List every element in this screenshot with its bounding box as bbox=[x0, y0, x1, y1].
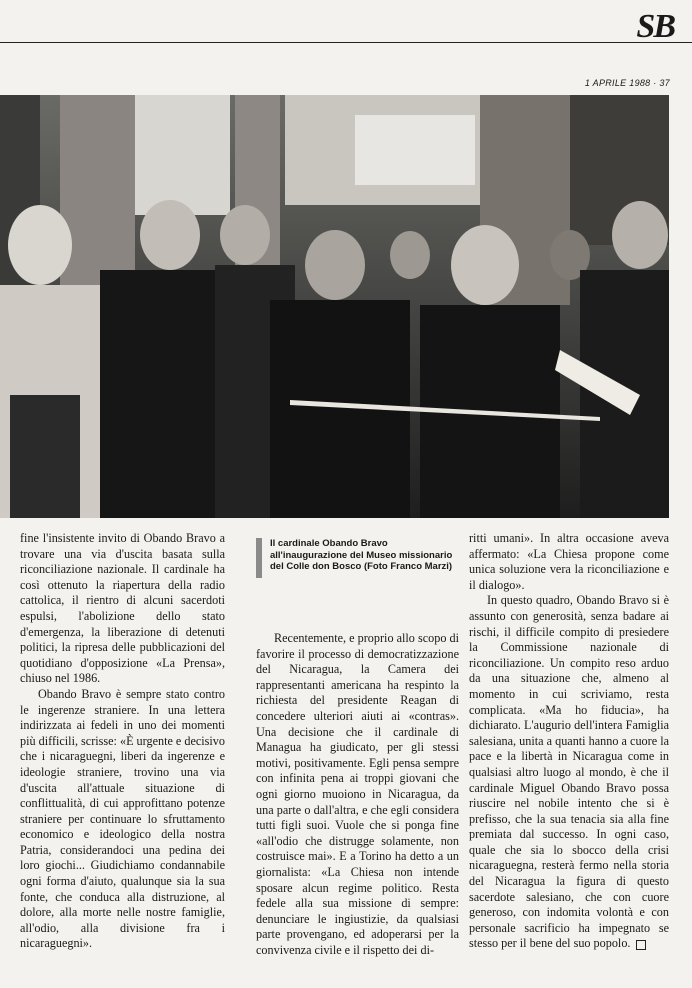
photo-illustration bbox=[0, 95, 669, 518]
end-of-article-icon bbox=[636, 940, 646, 950]
column-1-paragraph: Obando Bravo è sempre stato contro le ingerenze straniere. In una lettera indirizzata ai fedeli in uno dei momenti più difficili, scrisse: «È urgente e decisivo che i nicaraguegni, liberi da ingerenze e ideologie straniere, trovino una via d'uscita all'attuale situazione di conflittualità, di cui approfittano potenze straniere per continuare lo sfruttamento economico e ideologico della nostra Patria, considerandoci una pedina dei loro giochi... Giudichiamo condannabile ogni forma d'aiuto, qualunque sia la sua fonte, che conduca alla distruzione, al dolore, alla morte nelle nostre famiglie, all'odio, alla divisione fra i nicaraguegni». bbox=[20, 686, 225, 951]
issue-date-page: 1 APRILE 1988 · 37 bbox=[584, 78, 670, 88]
header-rule bbox=[0, 42, 692, 43]
column-3 bbox=[469, 531, 669, 952]
column-1-paragraph: fine l'insistente invito di Obando Bravo a trovare una via d'uscita basata sulla riconciliazione nazionale. Il cardinale ha così ottenuto la riapertura della radio cattolica, il rientro di alcuni sacerdoti espulsi, l'abolizione dello stato d'emergenza, la liberazione di detenuti politici, la ripresa delle pubblicazioni del quotidiano d'opposizione «La Prensa», chiuso nel 1986. bbox=[20, 531, 225, 686]
column-3-paragraph-text: In questo quadro, Obando Bravo si è assunto con generosità, senza badare ai rischi, il difficile compito di presiedere la Commissione nazionale di riconciliazione. Un compito reso arduo da una situazione che, almeno al momento in cui scriviamo, resta complicata. «Ma ho fiducia», ha dichiarato. L'augurio dell'intera Famiglia salesiana, unita a quanti hanno a cuore la pace e la libertà in Nicaragua come in qualsiasi altro luogo al mondo, è che il cardinale Miguel Obando Bravo possa riuscire nel nobile intento che si è prefisso, che la sua tenacia sia alla fine premiata dal successo. In ogni caso, quale che sia lo sbocco della crisi nicaraguegna, resterà fermo nella storia del Nicaragua la figura di questo sacerdote salesiano, che con cuore generoso, con indomita volontà e con personale sacrificio ha impegnato se stesso per il bene del suo popolo. bbox=[469, 593, 669, 951]
ceremony-photo bbox=[0, 95, 669, 518]
column-3-paragraph: ritti umani». In altra occasione aveva affermato: «La Chiesa propone come unica soluzione vera la riconciliazione e il dialogo». bbox=[469, 531, 669, 592]
column-2-paragraph: Recentemente, e proprio allo scopo di favorire il processo di democratizzazione del Nicaragua, la Camera dei rappresentanti americana ha respinto la richiesta del presidente Reagan di concedere ulteriori aiuti ai «contras». Una decisione che il cardinale di Managua ha giudicato, per gli stessi motivi, positivamente. Egli pensa sempre con infinita pena ai troppi giovani che ogni giorno muoiono in Nicaragua, da una parte o dall'altra, e che egli considera tutti figli suoi. Vuole che si ponga fine «all'odio che distrugge solamente, non costruisce mai». E a Torino ha detto a un giornalista: «La Chiesa non intende sposare alcun regime politico. Resta fedele alla sua missione di sempre: denunciare le ingiustizie, da qualsiasi parte provengano, ed adoperarsi per la convivenza civile e il rispetto dei di- bbox=[256, 631, 459, 957]
column-2 bbox=[256, 631, 459, 958]
photo-caption bbox=[256, 538, 456, 573]
magazine-logo: SB bbox=[636, 8, 674, 45]
column-1 bbox=[20, 531, 225, 952]
photo-caption-text: Il cardinale Obando Bravo all'inaugurazione del Museo missionario del Colle don Bosco (Foto Franco Marzi) bbox=[270, 538, 453, 572]
column-3-paragraph-last bbox=[469, 593, 669, 952]
